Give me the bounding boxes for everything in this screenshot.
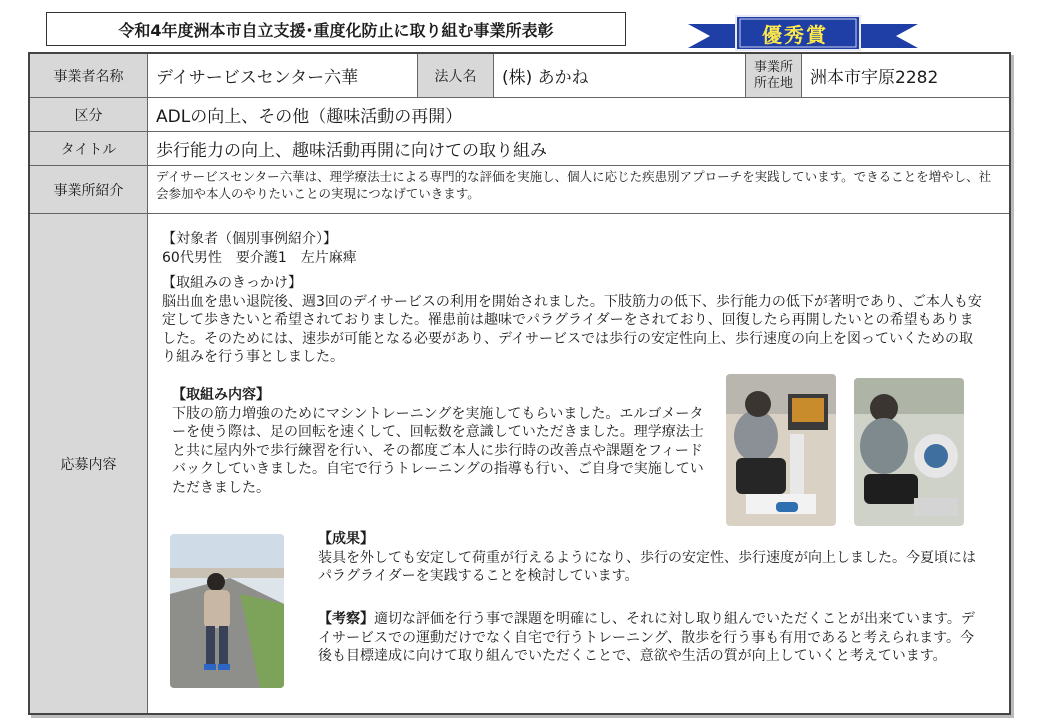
consider-paragraph: [318, 610, 978, 666]
category-value: ADLの向上、その他（趣味活動の再開）: [148, 98, 1009, 132]
consider-text: 適切な評価を行う事で課題を明確にし、それに対し取り組んでいただくことが出来ています。デイサービスでの運動だけでなく自宅で行うトレーニング、散歩を行う事も有用であると考えられます。今後も目標達成に向けて取り組んでいただくことで、意欲や生活の質が向上していくと考えています。: [318, 611, 975, 664]
trigger-heading: 【取組みのきっかけ】: [162, 275, 302, 291]
result-heading: 【成果】: [318, 531, 374, 547]
effort-heading: 【取組み内容】: [172, 387, 270, 403]
location-label-line2: 所在地: [753, 75, 793, 91]
effort-section: [172, 386, 704, 497]
result-text: 装具を外しても安定して荷重が行えるようになり、歩行の安定性、歩行速度が向上しました。今夏頃にはパラグライダーを実践することを検討しています。: [318, 549, 976, 584]
corp-name-label: 法人名: [418, 54, 494, 98]
intro-label: 事業所紹介: [30, 166, 148, 214]
business-name-label: 事業者名称: [30, 54, 148, 98]
leg-machine-photo: [854, 378, 964, 526]
trigger-text: 脳出血を患い退院後、週3回のデイサービスの利用を開始されました。下肢筋力の低下、歩行能力の低下が著明であり、ご本人も安定して歩きたいと希望されておりました。罹患前は趣味でパラグライダーをされており、回復したら再開したいとの希望もありました。そのためには、速歩が可能となる必要があり、デイサービスでは歩行の安定性向上、歩行速度の向上を図っていくための取り組みを行う事としました。: [162, 293, 982, 365]
award-label: 優秀賞: [762, 22, 828, 47]
target-section: [162, 230, 982, 267]
target-text: 60代男性 要介護1 左片麻痺: [162, 249, 357, 266]
location-value: 洲本市宇原2282: [802, 54, 1009, 98]
intro-value: デイサービスセンター六華は、理学療法士による専門的な評価を実施し、個人に応じた疾患別アプローチを実践しています。できることを増やし、社会参加や本人のやりたいことの実現につなげていきます。: [148, 166, 1009, 214]
result-section: [318, 530, 988, 586]
ergometer-photo: [726, 374, 836, 526]
consider-section: [318, 610, 978, 666]
corp-name-value: (株) あかね: [494, 54, 746, 98]
category-label: 区分: [30, 98, 148, 132]
business-name-value: デイサービスセンター六華: [148, 54, 418, 98]
location-label-line1: 事業所: [753, 59, 793, 75]
application-content: [148, 214, 1009, 713]
location-label: [746, 54, 802, 98]
effort-text: 下肢の筋力増強のためにマシントレーニングを実施してもらいました。エルゴメーターを使う際は、足の回転を速くして、回転数を意識していただきました。理学療法士と共に屋内外で歩行練習を行い、その都度ご本人に歩行時の改善点や課題をフィードバックしていきました。自宅で行うトレーニングの指導も行い、ご自身で実施していただきました。: [172, 405, 704, 496]
consider-heading: 【考察】: [318, 611, 374, 627]
walking-photo: [170, 534, 284, 688]
target-heading: 【対象者（個別事例紹介）】: [162, 231, 337, 247]
award-sheet: [28, 52, 1011, 715]
application-label: 応募内容: [30, 214, 148, 713]
title-label: タイトル: [30, 132, 148, 166]
page-title: 令和4年度洲本市自立支援･重度化防止に取り組む事業所表彰: [46, 12, 626, 46]
trigger-section: [162, 274, 984, 367]
title-value: 歩行能力の向上、趣味活動再開に向けての取り組み: [148, 132, 1009, 166]
